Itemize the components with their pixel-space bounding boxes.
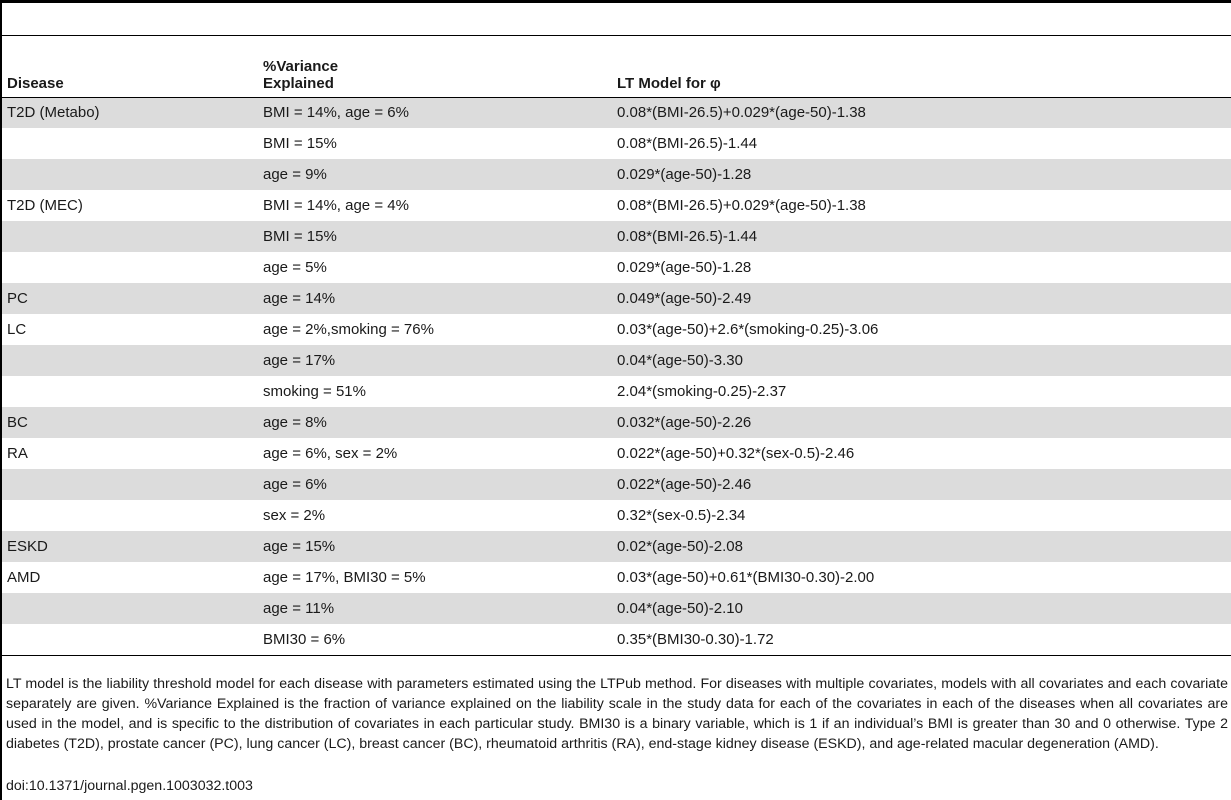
cell-lt-model: 0.04*(age-50)-2.10 xyxy=(612,593,1231,624)
doi-text: doi:10.1371/journal.pgen.1003032.t003 xyxy=(6,778,253,794)
table-row xyxy=(2,128,1231,159)
table-footnote: LT model is the liability threshold model for each disease with parameters estimated using the LTPub method. For diseases with multiple covariates, models with all covariates and each covariate separately are given. %Variance Explained is the fraction of variance explained on the liability scale in the study data for each of the covariates in each of the diseases when all covariates are used in the model, and is specific to the distribution of covariates in each particular study. BMI30 is a binary variable, which is 1 if an individual’s BMI is greater than 30 and 0 otherwise. Type 2 diabetes (T2D), prostate cancer (PC), lung cancer (LC), breast cancer (BC), rheumatoid arthritis (RA), end-stage kidney disease (ESKD), and age-related macular degeneration (AMD). xyxy=(6,676,1228,752)
cell-variance-explained: age = 9% xyxy=(258,159,612,190)
cell-variance-explained: BMI = 14%, age = 4% xyxy=(263,197,409,214)
header-variance-line2: Explained xyxy=(263,74,334,92)
cell-variance-explained: age = 17% xyxy=(258,345,612,376)
table-row xyxy=(2,624,1231,655)
cell-lt-model: 2.04*(smoking-0.25)-2.37 xyxy=(617,383,787,400)
table-row xyxy=(2,438,1231,469)
cell-lt-model: 0.029*(age-50)-1.28 xyxy=(612,159,1231,190)
cell-disease: AMD xyxy=(7,569,41,586)
cell-lt-model: 0.08*(BMI-26.5)-1.44 xyxy=(617,135,758,152)
cell-lt-model: 0.022*(age-50)-2.46 xyxy=(612,469,1231,500)
table-row xyxy=(2,376,1231,407)
cell-variance-explained: age = 2%,smoking = 76% xyxy=(263,321,434,338)
cell-disease: PC xyxy=(2,283,258,314)
cell-lt-model: 0.08*(BMI-26.5)+0.029*(age-50)-1.38 xyxy=(612,97,1231,128)
cell-variance-explained: age = 17%, BMI30 = 5% xyxy=(263,569,426,586)
cell-variance-explained: age = 8% xyxy=(258,407,612,438)
table-row xyxy=(2,531,1231,562)
cell-disease xyxy=(2,593,258,624)
cell-variance-explained: BMI = 14%, age = 6% xyxy=(258,97,612,128)
header-lt-model: LT Model for φ xyxy=(612,36,1231,97)
cell-disease xyxy=(2,128,258,159)
cell-disease xyxy=(2,376,258,407)
table-row xyxy=(2,190,1231,221)
table-body xyxy=(2,97,1231,655)
table-row xyxy=(2,345,1231,376)
table-row xyxy=(2,252,1231,283)
cell-disease: RA xyxy=(7,445,28,462)
table-row xyxy=(2,469,1231,500)
cell-disease xyxy=(2,469,258,500)
cell-disease xyxy=(2,252,258,283)
cell-variance-explained: smoking = 51% xyxy=(263,383,366,400)
cell-disease xyxy=(2,345,258,376)
cell-variance-explained: age = 5% xyxy=(263,259,327,276)
cell-disease xyxy=(2,221,258,252)
cell-lt-model: 0.029*(age-50)-1.28 xyxy=(617,259,752,276)
table-row xyxy=(2,314,1231,345)
cell-disease xyxy=(2,624,258,655)
cell-lt-model: 0.03*(age-50)+2.6*(smoking-0.25)-3.06 xyxy=(617,321,879,338)
cell-disease: T2D (Metabo) xyxy=(2,97,258,128)
cell-disease: LC xyxy=(7,321,27,338)
table-row xyxy=(2,593,1231,624)
cell-variance-explained: age = 11% xyxy=(258,593,612,624)
table-row xyxy=(2,562,1231,593)
table-header-row xyxy=(2,36,1231,97)
cell-disease: ESKD xyxy=(2,531,258,562)
cell-lt-model: 0.04*(age-50)-3.30 xyxy=(612,345,1231,376)
cell-lt-model: 0.32*(sex-0.5)-2.34 xyxy=(617,507,746,524)
data-table xyxy=(2,36,1231,656)
cell-lt-model: 0.35*(BMI30-0.30)-1.72 xyxy=(612,624,1231,655)
cell-variance-explained: sex = 2% xyxy=(263,507,326,524)
cell-disease: T2D (MEC) xyxy=(7,197,83,214)
cell-variance-explained: BMI = 15% xyxy=(263,135,337,152)
cell-lt-model: 0.03*(age-50)+0.61*(BMI30-0.30)-2.00 xyxy=(617,569,875,586)
cell-disease xyxy=(2,500,258,531)
cell-variance-explained: age = 6% xyxy=(258,469,612,500)
header-disease: Disease xyxy=(2,36,258,97)
cell-variance-explained: age = 14% xyxy=(258,283,612,314)
cell-disease xyxy=(2,159,258,190)
table-row xyxy=(2,283,1231,314)
table-row xyxy=(2,221,1231,252)
table-row xyxy=(2,407,1231,438)
cell-disease: BC xyxy=(2,407,258,438)
top-rule xyxy=(0,0,1231,3)
cell-lt-model: 0.032*(age-50)-2.26 xyxy=(612,407,1231,438)
cell-lt-model: 0.08*(BMI-26.5)-1.44 xyxy=(612,221,1231,252)
table-row xyxy=(2,97,1231,128)
cell-lt-model: 0.02*(age-50)-2.08 xyxy=(612,531,1231,562)
cell-lt-model: 0.049*(age-50)-2.49 xyxy=(612,283,1231,314)
table-row xyxy=(2,500,1231,531)
cell-variance-explained: age = 15% xyxy=(258,531,612,562)
table-row xyxy=(2,159,1231,190)
header-variance-explained xyxy=(258,36,612,97)
cell-lt-model: 0.08*(BMI-26.5)+0.029*(age-50)-1.38 xyxy=(617,197,866,214)
cell-lt-model: 0.022*(age-50)+0.32*(sex-0.5)-2.46 xyxy=(617,445,855,462)
cell-variance-explained: BMI30 = 6% xyxy=(258,624,612,655)
header-variance-line1: %Variance xyxy=(263,57,339,75)
cell-variance-explained: BMI = 15% xyxy=(258,221,612,252)
cell-variance-explained: age = 6%, sex = 2% xyxy=(263,445,398,462)
